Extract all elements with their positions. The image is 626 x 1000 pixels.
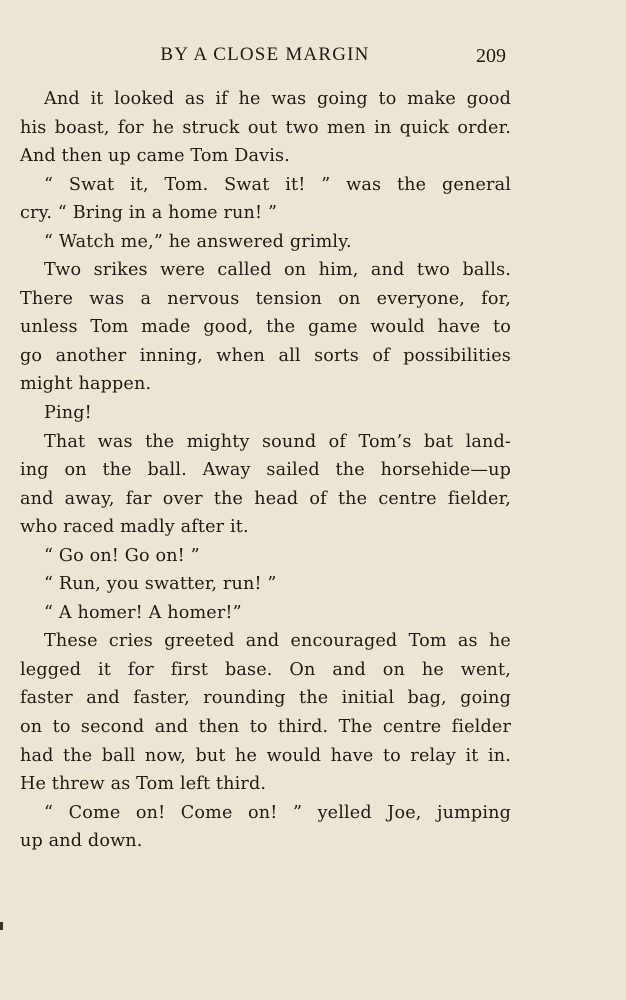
text-line: “ A homer! A homer!” [44,602,242,623]
text-line: who raced madly after it. [20,517,249,538]
text-line: “ Swat it, Tom. Swat it! ” was the general [44,174,511,195]
text-line: and away, far over the head of the centre fielder, [20,488,511,509]
text-line: “ Watch me,” he answered grimly. [44,231,352,252]
page-number: 209 [476,45,506,67]
text-line: legged it for first base. On and on he went, [20,659,511,680]
text-line: “ Run, you swatter, run! ” [44,574,277,595]
text-line: And it looked as if he was going to make good [44,89,511,109]
text-line: And then up came Tom Davis. [20,146,290,167]
text-line: Ping! [44,403,92,424]
text-line: Two srikes were called on him, and two balls. [44,260,511,281]
text-line: That was the mighty sound of Tom’s bat land- [44,431,511,452]
text-line: might happen. [20,374,152,395]
body-text [20,85,511,856]
text-line: There was a nervous tension on everyone, for, [20,288,511,309]
text-line: up and down. [20,831,143,852]
text-line: his boast, for he struck out two men in quick order. [20,117,511,138]
margin-mark [0,922,3,930]
text-line: go another inning, when all sorts of possibilities [20,345,511,366]
running-head [20,44,510,70]
text-line: He threw as Tom left third. [20,774,267,795]
text-line: “ Go on! Go on! ” [44,545,200,566]
running-head-title: BY A CLOSE MARGIN [160,44,370,65]
text-line: had the ball now, but he would have to relay it in. [20,745,511,766]
text-line: cry. “ Bring in a home run! ” [20,203,278,224]
text-line: ing on the ball. Away sailed the horsehide—up [20,460,511,481]
text-line: on to second and then to third. The centre fielder [20,717,511,738]
text-line: unless Tom made good, the game would have to [20,317,511,338]
text-line: “ Come on! Come on! ” yelled Joe, jumping [44,802,511,823]
text-line: faster and faster, rounding the initial bag, going [20,688,511,709]
text-line: These cries greeted and encouraged Tom as he [44,631,511,652]
